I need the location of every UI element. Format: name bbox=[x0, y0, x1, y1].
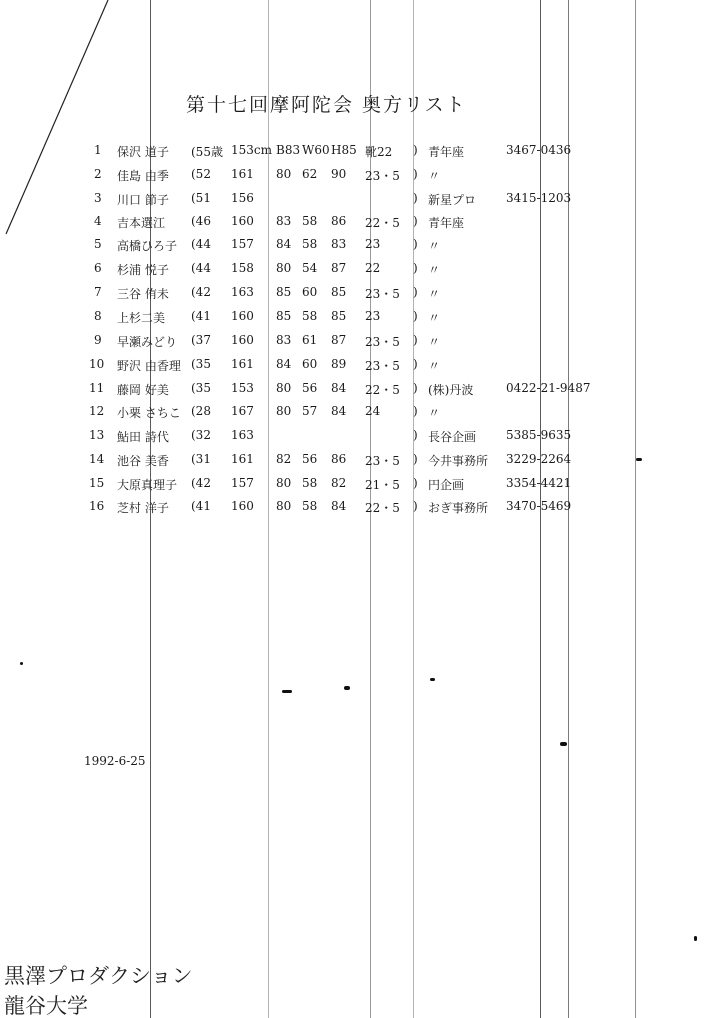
hip: 87 bbox=[331, 333, 347, 347]
height: 153 bbox=[231, 381, 254, 395]
row-number: 9 bbox=[94, 333, 102, 347]
close-paren: ) bbox=[413, 428, 418, 442]
phone: 3467-0436 bbox=[506, 143, 572, 157]
waist: 58 bbox=[302, 499, 318, 513]
close-paren: ) bbox=[413, 309, 418, 323]
agency: 〃 bbox=[428, 406, 441, 420]
hip: 86 bbox=[331, 452, 347, 466]
row-number: 2 bbox=[94, 167, 102, 181]
age: (35 bbox=[191, 381, 211, 395]
waist: 58 bbox=[302, 214, 318, 228]
agency: 円企画 bbox=[428, 478, 465, 492]
hip: 87 bbox=[331, 261, 347, 275]
hip: 85 bbox=[331, 309, 347, 323]
bust: 85 bbox=[276, 309, 292, 323]
scan-speck bbox=[430, 678, 435, 681]
age: (52 bbox=[191, 167, 211, 181]
close-paren: ) bbox=[413, 143, 418, 157]
height: 161 bbox=[231, 167, 254, 181]
agency: おぎ事務所 bbox=[428, 501, 489, 515]
phone: 3415-1203 bbox=[506, 191, 572, 205]
actress-name: 藤岡 好美 bbox=[117, 383, 169, 397]
row-number: 15 bbox=[89, 476, 105, 490]
bust: 84 bbox=[276, 357, 292, 371]
close-paren: ) bbox=[413, 476, 418, 490]
shoe-size: 22・5 bbox=[365, 216, 400, 230]
watermark-university: 龍谷大学 bbox=[4, 994, 88, 1018]
row-number: 7 bbox=[94, 285, 102, 299]
close-paren: ) bbox=[413, 404, 418, 418]
scan-speck bbox=[344, 686, 350, 690]
row-number: 4 bbox=[94, 214, 102, 228]
shoe-size: 22・5 bbox=[365, 383, 400, 397]
agency: 〃 bbox=[428, 239, 441, 253]
row-number: 8 bbox=[94, 309, 102, 323]
waist: 60 bbox=[302, 285, 318, 299]
hip: 86 bbox=[331, 214, 347, 228]
agency: 〃 bbox=[428, 287, 441, 301]
close-paren: ) bbox=[413, 381, 418, 395]
scan-speck bbox=[694, 936, 697, 941]
bust: 84 bbox=[276, 237, 292, 251]
row-number: 14 bbox=[89, 452, 105, 466]
waist: 57 bbox=[302, 404, 318, 418]
actress-name: 高橋ひろ子 bbox=[117, 239, 178, 253]
age: (42 bbox=[191, 285, 211, 299]
height: 161 bbox=[231, 452, 254, 466]
height: 160 bbox=[231, 333, 254, 347]
bust: 83 bbox=[276, 214, 292, 228]
waist: 56 bbox=[302, 381, 318, 395]
agency: 青年座 bbox=[428, 216, 465, 230]
shoe-size: 23 bbox=[365, 237, 381, 251]
actress-name: 芝村 洋子 bbox=[117, 501, 169, 515]
agency: 〃 bbox=[428, 263, 441, 277]
age: (28 bbox=[191, 404, 211, 418]
agency: 長谷企画 bbox=[428, 430, 477, 444]
age: (44 bbox=[191, 237, 211, 251]
hip: 84 bbox=[331, 404, 347, 418]
close-paren: ) bbox=[413, 333, 418, 347]
agency: 新星プロ bbox=[428, 193, 477, 207]
height: 156 bbox=[231, 191, 254, 205]
shoe-size: 23・5 bbox=[365, 454, 400, 468]
shoe-size: 24 bbox=[365, 404, 381, 418]
bust: 80 bbox=[276, 261, 292, 275]
row-number: 16 bbox=[89, 499, 105, 513]
age: (55歳 bbox=[191, 145, 223, 159]
height: 157 bbox=[231, 237, 254, 251]
phone: 3470-5469 bbox=[506, 499, 572, 513]
close-paren: ) bbox=[413, 214, 418, 228]
height: 161 bbox=[231, 357, 254, 371]
scan-speck bbox=[20, 662, 23, 665]
actress-name: 鮎田 詩代 bbox=[117, 430, 169, 444]
row-number: 13 bbox=[89, 428, 105, 442]
waist: 56 bbox=[302, 452, 318, 466]
actress-name: 吉本選江 bbox=[117, 216, 166, 230]
diagonal-scan-line bbox=[0, 0, 120, 240]
shoe-size: 23・5 bbox=[365, 169, 400, 183]
waist: 60 bbox=[302, 357, 318, 371]
age: (51 bbox=[191, 191, 211, 205]
height: 160 bbox=[231, 214, 254, 228]
waist: 61 bbox=[302, 333, 318, 347]
close-paren: ) bbox=[413, 285, 418, 299]
bust: 80 bbox=[276, 167, 292, 181]
bust: B83 bbox=[276, 143, 301, 157]
age: (41 bbox=[191, 309, 211, 323]
scan-speck bbox=[560, 742, 567, 746]
shoe-size: 靴22 bbox=[365, 145, 393, 159]
close-paren: ) bbox=[413, 357, 418, 371]
age: (44 bbox=[191, 261, 211, 275]
shoe-size: 21・5 bbox=[365, 478, 400, 492]
hip: 84 bbox=[331, 499, 347, 513]
height: 160 bbox=[231, 309, 254, 323]
row-number: 6 bbox=[94, 261, 102, 275]
actress-name: 野沢 由香理 bbox=[117, 359, 181, 373]
hip: 82 bbox=[331, 476, 347, 490]
row-number: 3 bbox=[94, 191, 102, 205]
waist: 58 bbox=[302, 309, 318, 323]
hip: 89 bbox=[331, 357, 347, 371]
height: 160 bbox=[231, 499, 254, 513]
row-number: 11 bbox=[89, 381, 105, 395]
close-paren: ) bbox=[413, 499, 418, 513]
actress-name: 池谷 美香 bbox=[117, 454, 169, 468]
agency: 今井事務所 bbox=[428, 454, 489, 468]
bust: 83 bbox=[276, 333, 292, 347]
height: 163 bbox=[231, 285, 254, 299]
agency: 〃 bbox=[428, 311, 441, 325]
age: (37 bbox=[191, 333, 211, 347]
hip: 83 bbox=[331, 237, 347, 251]
shoe-size: 23・5 bbox=[365, 335, 400, 349]
shoe-size: 23・5 bbox=[365, 287, 400, 301]
phone: 0422-21-9487 bbox=[506, 381, 591, 395]
shoe-size: 23 bbox=[365, 309, 381, 323]
waist: 54 bbox=[302, 261, 318, 275]
agency: (株)丹波 bbox=[428, 383, 474, 397]
age: (32 bbox=[191, 428, 211, 442]
waist: 62 bbox=[302, 167, 318, 181]
bust: 85 bbox=[276, 285, 292, 299]
actress-name: 杉浦 悦子 bbox=[117, 263, 169, 277]
document-date: 1992-6-25 bbox=[84, 754, 146, 768]
bust: 80 bbox=[276, 404, 292, 418]
shoe-size: 22・5 bbox=[365, 501, 400, 515]
row-number: 12 bbox=[89, 404, 105, 418]
bust: 80 bbox=[276, 381, 292, 395]
agency: 〃 bbox=[428, 335, 441, 349]
hip: H85 bbox=[331, 143, 357, 157]
height: 167 bbox=[231, 404, 254, 418]
hip: 90 bbox=[331, 167, 347, 181]
hip: 85 bbox=[331, 285, 347, 299]
actress-name: 大原真理子 bbox=[117, 478, 178, 492]
height: 158 bbox=[231, 261, 254, 275]
waist: 58 bbox=[302, 237, 318, 251]
row-number: 5 bbox=[94, 237, 102, 251]
actress-name: 佳島 由季 bbox=[117, 169, 169, 183]
agency: 青年座 bbox=[428, 145, 465, 159]
close-paren: ) bbox=[413, 452, 418, 466]
row-number: 1 bbox=[94, 143, 102, 157]
age: (31 bbox=[191, 452, 211, 466]
age: (46 bbox=[191, 214, 211, 228]
height: 153cm bbox=[231, 143, 273, 157]
close-paren: ) bbox=[413, 191, 418, 205]
close-paren: ) bbox=[413, 237, 418, 251]
actress-name: 小栗 さちこ bbox=[117, 406, 181, 420]
scan-speck bbox=[636, 458, 642, 461]
bust: 80 bbox=[276, 476, 292, 490]
row-number: 10 bbox=[89, 357, 105, 371]
actress-name: 川口 節子 bbox=[117, 193, 169, 207]
scan-speck bbox=[282, 690, 292, 693]
actress-name: 早瀬みどり bbox=[117, 335, 178, 349]
age: (42 bbox=[191, 476, 211, 490]
age: (35 bbox=[191, 357, 211, 371]
height: 157 bbox=[231, 476, 254, 490]
document-title: 第十七回摩阿陀会 奥方リスト bbox=[186, 94, 467, 116]
phone: 5385-9635 bbox=[506, 428, 572, 442]
agency: 〃 bbox=[428, 359, 441, 373]
actress-name: 保沢 道子 bbox=[117, 145, 169, 159]
waist: W60 bbox=[302, 143, 330, 157]
height: 163 bbox=[231, 428, 254, 442]
bust: 82 bbox=[276, 452, 292, 466]
scan-line bbox=[635, 0, 636, 1018]
close-paren: ) bbox=[413, 167, 418, 181]
actress-name: 三谷 侑未 bbox=[117, 287, 169, 301]
hip: 84 bbox=[331, 381, 347, 395]
phone: 3229-2264 bbox=[506, 452, 572, 466]
bust: 80 bbox=[276, 499, 292, 513]
close-paren: ) bbox=[413, 261, 418, 275]
watermark-production: 黒澤プロダクション bbox=[4, 964, 193, 988]
phone: 3354-4421 bbox=[506, 476, 572, 490]
shoe-size: 22 bbox=[365, 261, 381, 275]
agency: 〃 bbox=[428, 169, 441, 183]
age: (41 bbox=[191, 499, 211, 513]
actress-name: 上杉二美 bbox=[117, 311, 166, 325]
waist: 58 bbox=[302, 476, 318, 490]
shoe-size: 23・5 bbox=[365, 359, 400, 373]
